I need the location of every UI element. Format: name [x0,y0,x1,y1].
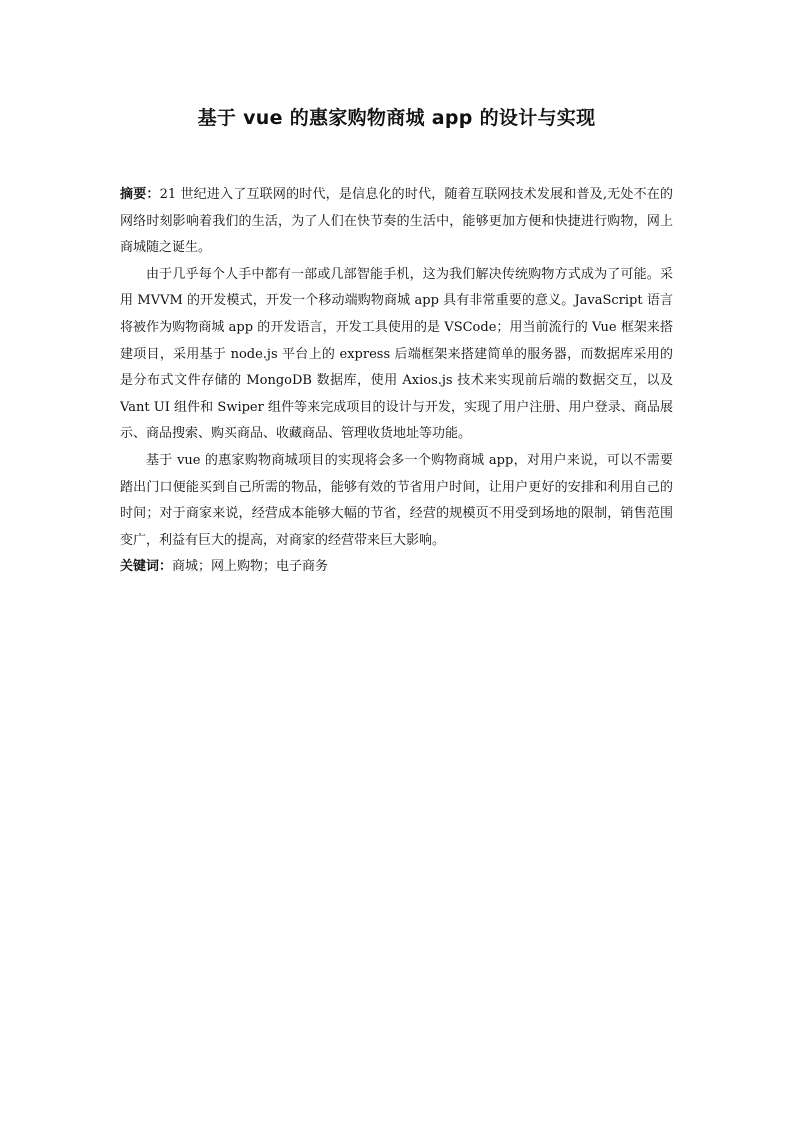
abstract-paragraph-1 [120,182,673,262]
abstract-paragraph-2: 由于几乎每个人手中都有一部或几部智能手机，这为我们解决传统购物方式成为了可能。采用 MVVM 的开发模式，开发一个移动端购物商城 app 具有非常重要的意义。JavaScript 语言将被作为购物商城 app 的开发语言，开发工具使用的是 VSCode；用当前流行的 Vue 框架来搭建项目，采用基于 node.js 平台上的 express 后端框架来搭建简单的服务器，而数据库采用的是分布式文件存储的 MongoDB 数据库，使用 Axios.js 技术来实现前后端的数据交互，以及 Vant UI 组件和 Swiper 组件等来完成项目的设计与开发，实现了用户注册、用户登录、商品展示、商品搜索、购买商品、收藏商品、管理收货地址等功能。 [120,266,673,442]
keywords-line [120,554,673,581]
abstract-text-1: 21 世纪进入了互联网的时代，是信息化的时代，随着互联网技术发展和普及,无处不在的网络时刻影响着我们的生活，为了人们在快节奏的生活中，能够更加方便和快捷进行购物，网上商城随之诞生。 [120,187,673,256]
page-title: 基于 vue 的惠家购物商城 app 的设计与实现 [197,107,596,129]
abstract-section [120,182,673,581]
keywords-text: 商城；网上购物；电子商务 [172,559,329,575]
keywords-label: 关键词： [120,559,173,575]
abstract-label: 摘要： [120,187,160,202]
abstract-paragraph-3: 基于 vue 的惠家购物商城项目的实现将会多一个购物商城 app，对用户来说，可以不需要踏出门口便能买到自己所需的物品，能够有效的节省用户时间，让用户更好的安排和利用自己的时间；对于商家来说，经营成本能够大幅的节省，经营的规模页不用受到场地的限制，销售范围变广，利益有巨大的提高，对商家的经营带来巨大影响。 [120,452,673,548]
